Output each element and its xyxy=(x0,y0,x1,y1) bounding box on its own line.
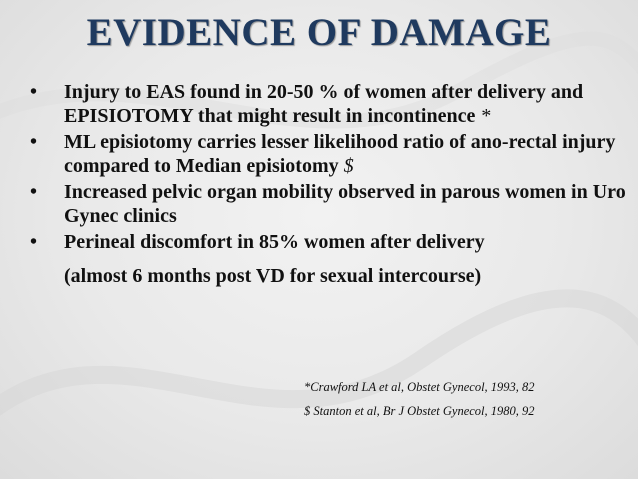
bullet-text: Injury to EAS found in 20-50 % of women after delivery and EPISIOTOMY that might result in incontinence xyxy=(64,81,584,127)
bullet-item-3 xyxy=(26,180,626,228)
bullet-dot: • xyxy=(30,181,38,203)
reference-2: $ Stanton et al, Br J Obstet Gynecol, 1980, 92 xyxy=(304,404,535,418)
bullet-dot: • xyxy=(30,231,38,253)
bullet-dot: • xyxy=(30,131,38,153)
bullet-item-1 xyxy=(26,80,626,128)
bullet-continuation: (almost 6 months post VD for sexual intercourse) xyxy=(64,265,482,287)
references xyxy=(304,375,624,423)
citation-mark: $ xyxy=(343,155,354,177)
citation-mark: * xyxy=(480,105,491,127)
reference-1: *Crawford LA et al, Obstet Gynecol, 1993, 82 xyxy=(304,380,535,394)
bullet-text: Perineal discomfort in 85% women after delivery xyxy=(64,231,485,253)
slide-title: EVIDENCE OF DAMAGE xyxy=(86,11,552,54)
bullet-item-2 xyxy=(26,130,626,178)
bullet-text: Increased pelvic organ mobility observed in parous women in Uro Gynec clinics xyxy=(64,181,626,227)
bullet-text: ML episiotomy carries lesser likelihood ratio of ano-rectal injury compared to Median episiotomy xyxy=(64,131,616,177)
bullet-dot: • xyxy=(30,81,38,103)
bullet-list xyxy=(26,80,626,288)
bullet-item-4 xyxy=(26,230,626,254)
